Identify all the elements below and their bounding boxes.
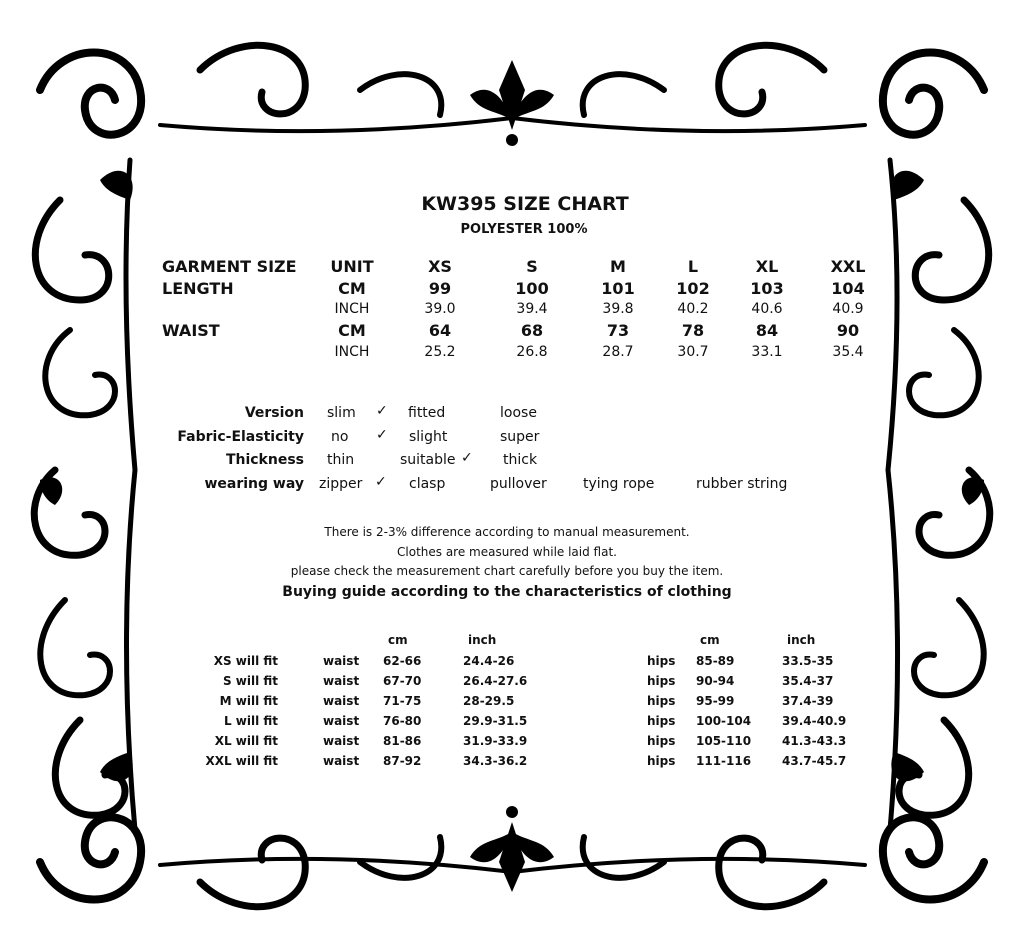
fit-label: XL will fit [214, 734, 278, 748]
guide-waist-inch-header: inch [468, 633, 497, 647]
check-icon: ✓ [461, 450, 473, 466]
size-value-cell: 40.2 [677, 301, 709, 317]
size-value-cell: 40.9 [832, 301, 864, 317]
hips-cm-value: 85-89 [696, 654, 735, 668]
size-value-cell: 101 [601, 279, 635, 298]
hips-cm-value: 95-99 [696, 694, 735, 708]
waist-label: waist [323, 714, 360, 728]
size-value-cell: 90 [836, 321, 860, 340]
hips-cm-value: 105-110 [696, 734, 752, 748]
size-value-cell: 84 [755, 321, 779, 340]
note-line: Clothes are measured while laid flat. [397, 545, 617, 559]
size-value-cell: 102 [676, 279, 710, 298]
check-icon: ✓ [375, 474, 387, 490]
waist-label: waist [323, 754, 360, 768]
size-value-cell: 39.0 [424, 301, 456, 317]
size-value-cell: 103 [750, 279, 784, 298]
row-label-length: LENGTH [162, 279, 234, 298]
guide-hips-inch-header: inch [787, 633, 816, 647]
size-value-cell: 30.7 [677, 344, 709, 360]
hips-inch-value: 43.7-45.7 [782, 754, 847, 768]
unit-header: UNIT [330, 257, 374, 276]
waist-inch-value: 24.4-26 [463, 654, 515, 668]
guide-waist-cm-header: cm [388, 633, 408, 647]
attribute-option: loose [500, 405, 537, 421]
attribute-option: tying rope [583, 476, 655, 492]
size-header-m: M [610, 257, 626, 276]
waist-cm-value: 62-66 [383, 654, 422, 668]
attribute-label: Fabric-Elasticity [177, 429, 304, 445]
row-unit: CM [338, 321, 366, 340]
size-value-cell: 78 [681, 321, 705, 340]
size-value-cell: 40.6 [751, 301, 783, 317]
hips-cm-value: 100-104 [696, 714, 752, 728]
size-value-cell: 25.2 [424, 344, 456, 360]
hips-inch-value: 33.5-35 [782, 654, 834, 668]
attribute-option: clasp [409, 476, 446, 492]
attribute-option: rubber string [696, 476, 788, 492]
hips-inch-value: 37.4-39 [782, 694, 834, 708]
fit-label: L will fit [223, 714, 278, 728]
waist-label: waist [323, 654, 360, 668]
waist-label: waist [323, 674, 360, 688]
size-value-cell: 26.8 [516, 344, 548, 360]
attribute-option: no [331, 429, 349, 445]
size-value-cell: 64 [428, 321, 452, 340]
size-value-cell: 39.8 [602, 301, 634, 317]
size-value-cell: 99 [428, 279, 452, 298]
size-value-cell: 104 [831, 279, 865, 298]
hips-cm-value: 90-94 [696, 674, 735, 688]
hips-inch-value: 35.4-37 [782, 674, 834, 688]
buying-guide-title: Buying guide according to the characteristics of clothing [282, 584, 732, 600]
waist-inch-value: 28-29.5 [463, 694, 515, 708]
waist-inch-value: 31.9-33.9 [463, 734, 528, 748]
fit-label: M will fit [219, 694, 278, 708]
fit-label: S will fit [222, 674, 278, 688]
attribute-option: super [500, 429, 540, 445]
size-value-cell: 73 [606, 321, 630, 340]
size-header-xl: XL [755, 257, 779, 276]
attribute-option: slim [327, 405, 356, 421]
check-icon: ✓ [376, 427, 388, 443]
waist-cm-value: 87-92 [383, 754, 422, 768]
row-unit: INCH [334, 301, 370, 317]
garment-size-header: GARMENT SIZE [162, 257, 297, 276]
fit-label: XS will fit [213, 654, 278, 668]
attribute-option: thin [327, 452, 355, 468]
waist-inch-value: 29.9-31.5 [463, 714, 528, 728]
size-value-cell: 68 [520, 321, 544, 340]
note-line: There is 2-3% difference according to manual measurement. [324, 525, 690, 539]
size-header-s: S [526, 257, 538, 276]
material-label: POLYESTER 100% [460, 222, 588, 237]
hips-inch-value: 39.4-40.9 [782, 714, 847, 728]
hips-label: hips [647, 654, 676, 668]
row-label-waist: WAIST [162, 321, 220, 340]
waist-cm-value: 67-70 [383, 674, 422, 688]
waist-label: waist [323, 694, 360, 708]
row-unit: CM [338, 279, 366, 298]
size-value-cell: 35.4 [832, 344, 864, 360]
check-icon: ✓ [376, 403, 388, 419]
size-header-l: L [687, 257, 699, 276]
hips-inch-value: 41.3-43.3 [782, 734, 847, 748]
row-unit: INCH [334, 344, 370, 360]
waist-inch-value: 34.3-36.2 [463, 754, 528, 768]
hips-label: hips [647, 674, 676, 688]
waist-inch-value: 26.4-27.6 [463, 674, 528, 688]
waist-cm-value: 76-80 [383, 714, 422, 728]
hips-label: hips [647, 714, 676, 728]
size-value-cell: 39.4 [516, 301, 548, 317]
attribute-option: thick [503, 452, 538, 468]
attribute-option: suitable [400, 452, 456, 468]
waist-cm-value: 81-86 [383, 734, 422, 748]
attribute-label: Thickness [225, 452, 304, 468]
fit-label: XXL will fit [205, 754, 278, 768]
waist-cm-value: 71-75 [383, 694, 422, 708]
attribute-label: wearing way [204, 476, 304, 492]
attribute-option: pullover [490, 476, 547, 492]
hips-label: hips [647, 694, 676, 708]
guide-hips-cm-header: cm [700, 633, 720, 647]
attribute-option: slight [409, 429, 448, 445]
page-title: KW395 SIZE CHART [421, 193, 629, 215]
attribute-label: Version [244, 405, 304, 421]
hips-label: hips [647, 754, 676, 768]
note-line: please check the measurement chart carefully before you buy the item. [290, 564, 724, 578]
size-value-cell: 28.7 [602, 344, 634, 360]
size-value-cell: 100 [515, 279, 549, 298]
hips-label: hips [647, 734, 676, 748]
attribute-option: zipper [319, 476, 363, 492]
hips-cm-value: 111-116 [696, 754, 752, 768]
waist-label: waist [323, 734, 360, 748]
size-header-xxl: XXL [830, 257, 866, 276]
size-header-xs: XS [428, 257, 452, 276]
size-value-cell: 33.1 [751, 344, 783, 360]
attribute-option: fitted [408, 405, 446, 421]
